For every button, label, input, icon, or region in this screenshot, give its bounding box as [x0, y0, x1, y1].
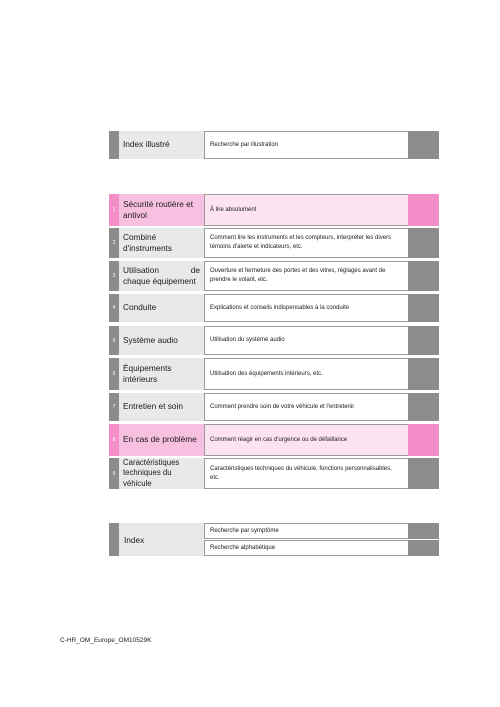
- chapter-row-5[interactable]: [109, 326, 439, 355]
- chapter-number: 1: [109, 194, 119, 226]
- chapter-tab[interactable]: [408, 326, 439, 355]
- chapter-desc: Utilisation du système audio: [204, 326, 408, 355]
- chapter-number: 4: [109, 294, 119, 322]
- chapter-row-8[interactable]: [109, 424, 439, 456]
- chapter-title-part: chaque équipement: [123, 276, 196, 286]
- index-title: Index: [109, 523, 204, 556]
- illustrated-index-row[interactable]: [109, 131, 439, 159]
- chapter-row-6[interactable]: [109, 358, 439, 390]
- chapter-title: [119, 261, 204, 291]
- index-row-symptom[interactable]: [204, 523, 439, 539]
- chapter-title: Caractéristiques techniques du véhicule: [119, 458, 204, 489]
- chapter-tab[interactable]: [408, 261, 439, 291]
- chapter-desc: À lire absolument: [204, 194, 408, 226]
- chapter-desc: Explications et conseils indispensables à la conduite: [204, 294, 408, 322]
- chapter-row-7[interactable]: [109, 393, 439, 421]
- chapter-tab[interactable]: [408, 393, 439, 421]
- chapter-title-part: Utilisation: [123, 264, 159, 275]
- chapter-number: 5: [109, 326, 119, 355]
- chapter-title: Conduite: [119, 294, 204, 322]
- illustrated-index-desc: Recherche par illustration: [204, 131, 408, 159]
- chapter-desc: Comment réagir en cas d'urgence ou de défaillance: [204, 424, 408, 456]
- chapter-number: 2: [109, 228, 119, 258]
- chapter-number: 7: [109, 393, 119, 421]
- chapter-row-4[interactable]: [109, 294, 439, 322]
- chapter-desc: Utilisation des équipements intérieurs, etc.: [204, 358, 408, 390]
- index-tab[interactable]: [408, 523, 439, 539]
- index-block: [109, 523, 439, 556]
- illustrated-index-title: Index illustré: [119, 131, 204, 159]
- chapter-tab[interactable]: [408, 358, 439, 390]
- index-item: Recherche par symptôme: [204, 523, 408, 539]
- chapter-number: 6: [109, 358, 119, 390]
- chapter-title: Équipements intérieurs: [119, 358, 204, 390]
- chapter-tab[interactable]: [408, 194, 439, 226]
- chapter-number: 9: [109, 458, 119, 489]
- chapter-desc: Ouverture et fermeture des portes et des vitres, réglages avant de prendre le volant, etc.: [204, 261, 408, 291]
- chapter-number: 8: [109, 424, 119, 456]
- chapter-title: Sécurité routière et antivol: [119, 194, 204, 226]
- index-item: Recherche alphabétique: [204, 540, 408, 556]
- chapter-desc: Comment prendre soin de votre véhicule et l'entretenir: [204, 393, 408, 421]
- chapter-title: Combiné d'instruments: [119, 228, 204, 258]
- index-row-alphabetical[interactable]: [204, 540, 439, 556]
- chapter-title-part: de: [190, 264, 200, 275]
- document-code: C-HR_OM_Europe_OM10529K: [60, 637, 152, 644]
- chapter-desc: Comment lire les instruments et les compteurs, interpréter les divers témoins d'alerte et indicateurs, etc.: [204, 228, 408, 258]
- chapter-row-9[interactable]: [109, 458, 439, 489]
- row-marker: [109, 131, 119, 159]
- index-rows: [204, 523, 439, 556]
- chapter-title: Système audio: [119, 326, 204, 355]
- chapter-tab[interactable]: [408, 228, 439, 258]
- chapter-row-3[interactable]: [109, 261, 439, 291]
- chapter-row-1[interactable]: [109, 194, 439, 226]
- chapter-tab[interactable]: [408, 458, 439, 489]
- chapter-row-2[interactable]: [109, 228, 439, 258]
- chapter-title: Entretien et soin: [119, 393, 204, 421]
- chapter-desc: Caractéristiques techniques du véhicule, fonctions personnalisables, etc.: [204, 458, 408, 489]
- chapter-tab[interactable]: [408, 294, 439, 322]
- index-tab[interactable]: [408, 540, 439, 556]
- chapter-title: En cas de problème: [119, 424, 204, 456]
- illustrated-index-tab[interactable]: [408, 131, 439, 159]
- chapter-number: 3: [109, 261, 119, 291]
- chapter-tab[interactable]: [408, 424, 439, 456]
